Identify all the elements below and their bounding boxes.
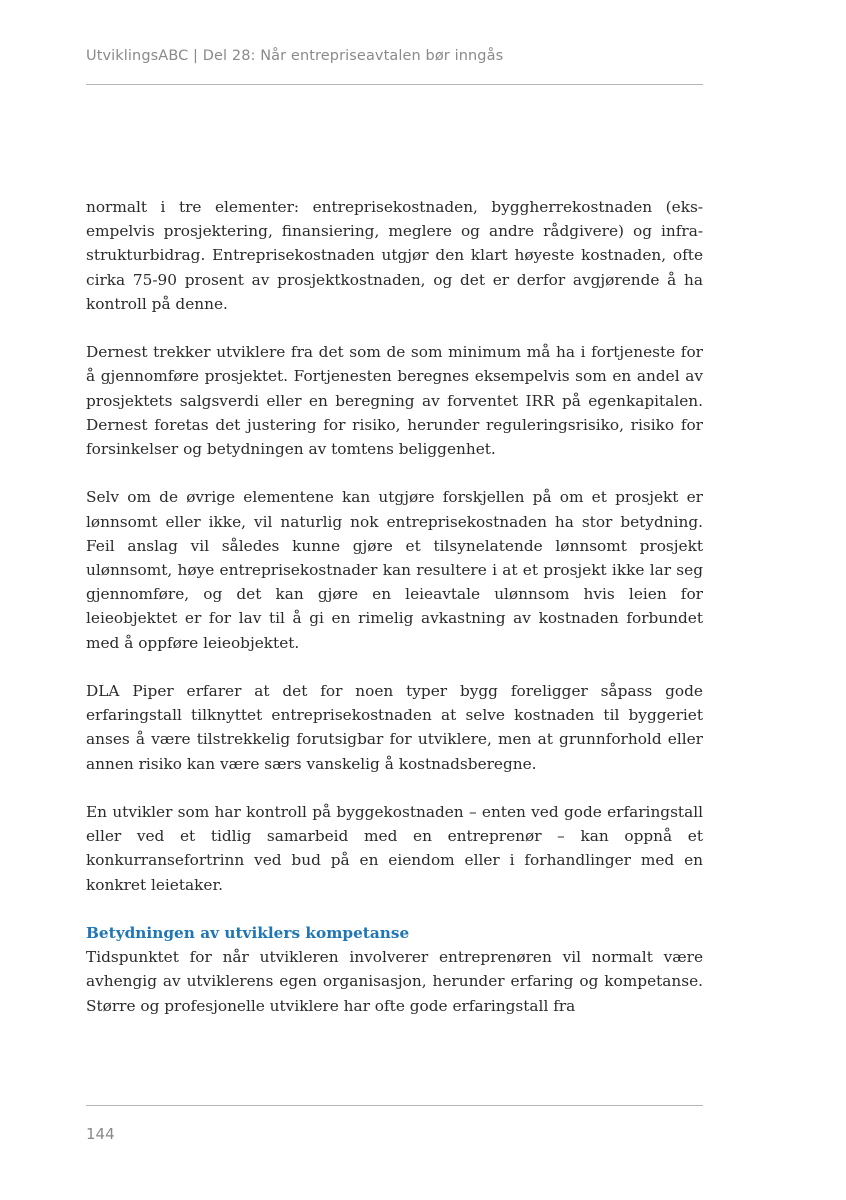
running-header: UtviklingsABC | Del 28: Når entrepriseavtalen bør inngås	[86, 48, 504, 64]
paragraph-cost-elements: normalt i tre elementer: entreprisekostnaden, byggherrekostnaden (eksempelvis prosjektering, finansiering, meglere og andre rådgivere) og infrastrukturbidrag. Entreprisekostnaden utgjør den klart høyeste kostnaden, ofte cirka 75-90 prosent av prosjektkostnaden, og det er derfor avgjørende å ha kontroll på denne.	[86, 198, 703, 313]
body-text	[86, 195, 703, 1018]
paragraph-competitive-advantage: En utvikler som har kontroll på byggekostnaden – enten ved gode erfaringstall eller ved et tidlig samarbeid med en entreprenør – kan oppnå et konkurransefortrinn ved bud på en eiendom eller i forhandlinger med en konkret leietaker.	[86, 803, 703, 894]
paragraph-cost-importance: Selv om de øvrige elementene kan utgjøre forskjellen på om et prosjekt er lønnsomt eller ikke, vil naturlig nok entreprisekostnaden ha stor betydning. Feil anslag vil således kunne gjøre et tilsynelatende lønnsomt prosjekt ulønnsomt, høye entreprisekostnader kan resultere i at et prosjekt ikke lar seg gjennomføre, og det kan gjøre en leieavtale ulønnsom hvis leien for leieobjektet er for lav til å gi en rimelig avkastning av kostnaden forbundet med å oppføre leieobjektet.	[86, 488, 703, 652]
footer-divider	[86, 1105, 703, 1106]
paragraph-profit-risk: Dernest trekker utviklere fra det som de som minimum må ha i fortjeneste for å gjennomføre prosjektet. Fortjenesten beregnes eksempelvis som en andel av prosjektets salgsverdi eller en beregning av forventet IRR på egenkapitalen. Dernest foretas det justering for risiko, herunder reguleringsrisiko, risiko for forsinkelser og betydningen av tomtens beliggenhet.	[86, 343, 703, 459]
page-number: 144	[86, 1125, 115, 1143]
paragraph-dla-piper: DLA Piper erfarer at det for noen typer bygg foreligger såpass gode erfaringstall tilknyttet entreprisekostnaden at selve kostnaden til byggeriet anses å være tilstrekkelig forutsigbar for utviklere, men at grunnforhold eller annen risiko kan være særs vanskelig å kostnadsberegne.	[86, 682, 703, 773]
paragraph-developer-competence: Tidspunktet for når utvikleren involverer entreprenøren vil normalt være avhengig av utviklerens egen organisasjon, herunder erfaring og kompetanse. Større og profesjonelle utviklere har ofte gode erfaringstall fra	[86, 948, 703, 1015]
section-heading: Betydningen av utviklers kompetanse	[86, 924, 410, 943]
header-divider	[86, 84, 703, 85]
